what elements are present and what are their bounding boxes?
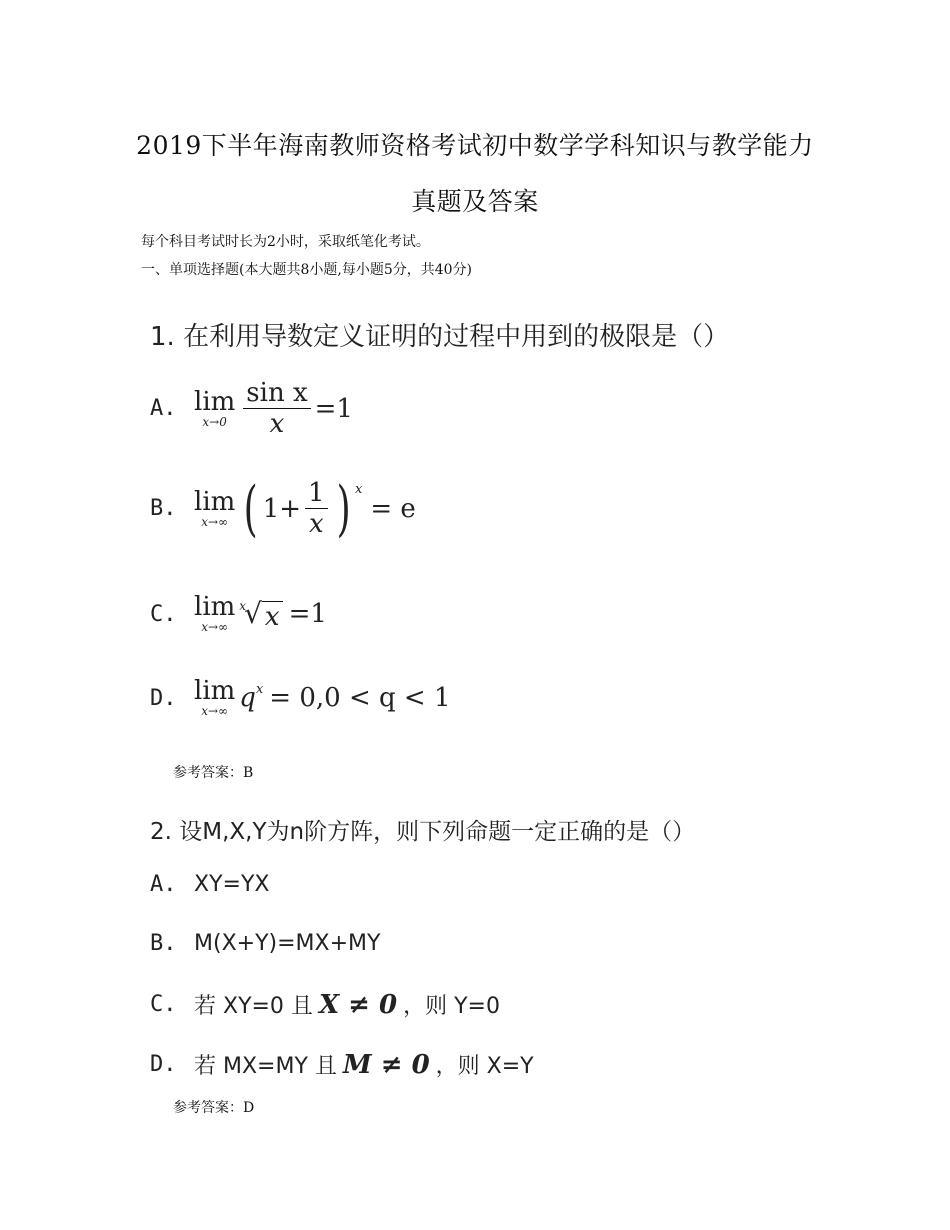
right-paren: ) <box>336 473 351 544</box>
question-1-option-d <box>150 678 451 718</box>
limit-operator: lim x→∞ <box>194 486 236 529</box>
equals-value: =1 <box>314 393 353 424</box>
option-letter: D. <box>150 1052 177 1077</box>
limit-operator: lim x→∞ <box>194 676 236 718</box>
option-a-formula <box>194 378 353 439</box>
option-d-text-1: 若 MX=MY 且 <box>194 1054 337 1079</box>
option-b-formula: lim x→∞ ( 1+ $\frac{1}{x}$ ) x = e <box>194 473 416 544</box>
limit-operator: lim x→∞ <box>194 592 236 634</box>
nth-root: x √ x <box>239 597 282 632</box>
exponent: x <box>255 682 264 697</box>
fraction: $\frac{\text{sin x}}{x}$ <box>243 378 310 439</box>
option-letter: C. <box>150 992 177 1017</box>
question-1-option-c <box>150 594 327 634</box>
document-title-line1: 2019下半年海南教师资格考试初中数学学科知识与教学能力 <box>136 131 814 160</box>
option-c-math: X ≠ 0 <box>318 989 398 1020</box>
option-letter: A. <box>150 396 177 421</box>
question-1-option-a <box>150 378 353 439</box>
question-2-option-a <box>150 872 269 897</box>
option-d-text-2: ，则 X=Y <box>435 1054 534 1079</box>
option-letter: B. <box>150 931 177 956</box>
base-q: q <box>239 683 256 713</box>
equals-value: = e <box>370 493 416 524</box>
question-2-option-c <box>150 989 500 1020</box>
question-1-answer: 参考答案：B <box>173 765 254 781</box>
option-b-text: M(X+Y)=MX+MY <box>194 931 381 956</box>
equals-value: =1 <box>288 599 327 629</box>
option-letter: C. <box>150 601 177 627</box>
option-letter: A. <box>150 872 177 897</box>
equals-value: = 0,0 < q < 1 <box>269 683 451 713</box>
document-title-line2: 真题及答案 <box>411 187 539 216</box>
option-d-formula <box>194 678 451 718</box>
option-letter: B. <box>150 496 177 521</box>
option-letter: D. <box>150 685 177 711</box>
limit-operator: lim x→0 <box>194 386 236 429</box>
question-2-option-d <box>150 1049 534 1080</box>
option-c-formula <box>194 594 327 634</box>
question-1-stem: 1. 在利用导数定义证明的过程中用到的极限是（） <box>150 322 730 352</box>
option-d-math: M ≠ 0 <box>342 1049 430 1080</box>
section-heading: 一、单项选择题(本大题共8小题,每小题5分，共40分) <box>141 262 473 278</box>
question-2-stem: 2. 设M,X,Y为n阶方阵，则下列命题一定正确的是（） <box>150 819 696 845</box>
question-2-answer: 参考答案：D <box>173 1100 255 1116</box>
exponent: x <box>355 482 363 497</box>
question-1-option-b <box>150 473 416 544</box>
option-c-text-2: ，则 Y=0 <box>403 994 500 1019</box>
fraction: $\frac{1}{x}$ <box>305 478 328 539</box>
radical-sign: √ <box>244 596 262 630</box>
option-a-text: XY=YX <box>194 872 270 897</box>
exam-duration-note: 每个科目考试时长为2小时，采取纸笔化考试。 <box>141 234 430 250</box>
left-paren: ( <box>243 473 259 544</box>
question-2-option-b <box>150 931 380 956</box>
option-c-text-1: 若 XY=0 且 <box>194 994 313 1019</box>
